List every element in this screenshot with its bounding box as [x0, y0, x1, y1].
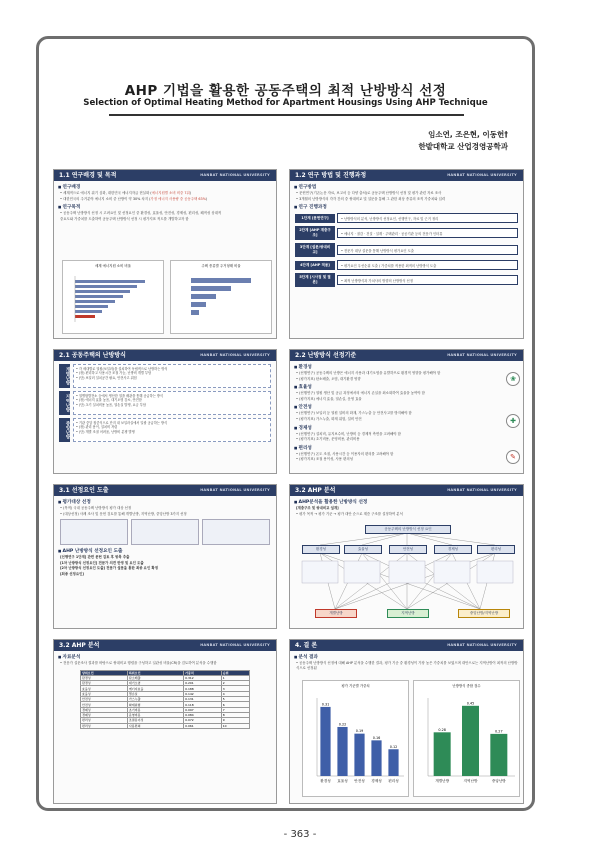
criterion-node: 편리성 [477, 545, 515, 554]
table-cell: 효율성 [81, 686, 128, 691]
case-tag: 중앙난방 [59, 418, 70, 442]
table-cell: 5 [221, 697, 249, 702]
process-step [295, 226, 518, 240]
table-cell: 0.142 [184, 691, 222, 696]
bar [75, 290, 130, 293]
table-cell: 1 [221, 675, 249, 680]
selection-flow [60, 519, 270, 545]
bar [75, 300, 115, 303]
section-title: 3.2 AHP 분석 [295, 487, 336, 494]
chart-criteria-svg [303, 688, 408, 793]
tick-label: 안전성 [354, 779, 365, 783]
criterion-title: ■ 환경성 [294, 364, 503, 370]
table-cell: 0.312 [184, 675, 222, 680]
table-cell: 0.188 [184, 686, 222, 691]
bar [320, 707, 330, 776]
table-cell: 가스누출 [127, 697, 183, 702]
table-cell: 3 [221, 686, 249, 691]
subheading: ■ 평가대상 선정 [58, 499, 276, 505]
section-3-1: 3.1 선정요인 도출 HANBAT NATIONAL UNIVERSITY ■ 평가대상 선정 • (목적) 국내 공동주택 난방방식 평가 대상 선정 • (대상선정) 사례 조사 및 문헌 검토를 통해 개별난방, 지역난방, 중앙난방 3가지 선정 ■ AHP 난방방식 선정요인 도출 [선행연구 1단계] 관련 문헌 검토 후 항목 추출 [1차 난방방식 선정요인] 전문가 의견 반영 및 요인 도출 [2차 난방방식 선정요인 도출] 전문가 설문을 통한 최종 요인 확정 [최종 선정요인] [53, 484, 277, 629]
table-row [81, 723, 250, 728]
university-tag: HANBAT NATIONAL UNIVERSITY [200, 173, 270, 177]
section-3-2: 3.2 AHP 분석 HANBAT NATIONAL UNIVERSITY ■ AHP분석을 활용한 난방방식 선정 [계층구조 및 쌍대비교 설계] • 평가 목적 → 평가 기준 → 평가 대안 순으로 계층 구조를 설정하여 분석 공동주택의 난방방식 선정 요인 환경성 효율성 안전성 경제성 편리성 개별난방 지역난방 중앙난방/지역난방 [289, 484, 524, 629]
table-cell: 화재위험 [127, 702, 183, 707]
table-cell: 0.097 [184, 707, 222, 712]
table-cell: 0.061 [184, 723, 222, 728]
author-block [418, 129, 508, 153]
title-divider [109, 114, 464, 116]
data-label: 0.45 [466, 701, 475, 706]
section-title: 3.1 선정요인 도출 [59, 487, 109, 494]
university-tag: HANBAT NATIONAL UNIVERSITY [447, 488, 517, 492]
subheading: ■ 자료분석 [58, 654, 276, 660]
chart-energy-svg [63, 268, 163, 330]
chart-total-score [413, 680, 520, 797]
bar [490, 734, 507, 776]
step-text: • 평가요인 우선순위 도출 / 가중치를 적용한 최적의 난방방식 도출 [337, 260, 518, 270]
tick-label: 지역난방 [463, 779, 478, 783]
section-1-1 [53, 169, 277, 339]
chart-title: 세계 에너지원 소비 비율 [95, 264, 131, 268]
bullet: • 문헌연구(기존논문 자료, 보고서 등 다양 출처)로 공동주택 난방방식 선정 및 평가 관련 자료 조사 [296, 191, 442, 195]
university-tag: HANBAT NATIONAL UNIVERSITY [447, 643, 517, 647]
chart-title: 난방방식 종합 점수 [452, 684, 481, 688]
bar [191, 310, 199, 315]
table-cell: 대기오염 [127, 681, 183, 686]
section-header [290, 485, 523, 496]
section-header [54, 640, 276, 651]
table-cell: 효율성 [81, 691, 128, 696]
table-cell: 8 [221, 712, 249, 717]
table-cell: 편리성 [81, 723, 128, 728]
criterion-node: 경제성 [434, 545, 472, 554]
table-cell: 에너지효율 [127, 686, 183, 691]
alternative-node: 중앙난방/지역난방 [458, 609, 510, 618]
bullet: 중요도와 가중치를 도출하여 공동주택 난방방식 선정 시 평가지표 적도를 개발하고자 함 [60, 216, 189, 221]
section-title: 3.2 AHP 분석 [59, 642, 100, 649]
tick-label: 개별난방 [435, 779, 450, 783]
data-label: 0.12 [389, 744, 398, 749]
section-header [290, 640, 523, 651]
subheading: ■ 분석 결과 [294, 654, 523, 660]
step-tag: 5단계 [시사점 및 결론] [295, 273, 335, 287]
table-cell: 탄소배출 [127, 675, 183, 680]
data-label: 0.19 [355, 729, 364, 734]
case-body: • 열병합발전소 등에서 생산한 열을 배관을 통해 공급하는 방식 • (장) 에너지 효율 높음, 대기오염 감소, 안전함 • (단) 초기 설치비용 높음, 열손실 발생, 요금 부담 [73, 391, 271, 415]
bar [462, 706, 479, 776]
table-cell: 0.131 [184, 697, 222, 702]
table-cell: 안전성 [81, 697, 128, 702]
bullet: • 대한민국의 주거분야 에너지 소비 중 난방이 약 30% 차지 (가정 에너지 사용량 중 공동주택 63%) [60, 196, 208, 201]
data-label: 0.16 [372, 735, 381, 740]
chart-housing-type [170, 260, 272, 334]
data-label: 0.31 [321, 702, 330, 707]
table-cell: 0.118 [184, 702, 222, 707]
table-cell: 편리성 [81, 718, 128, 723]
case-tag: 지역난방 [59, 391, 70, 415]
heating-case [59, 391, 271, 415]
table-cell: 운영비용 [127, 712, 183, 717]
process-step [295, 273, 518, 287]
step-tag: 3단계 [설문/쌍대비교] [295, 243, 335, 257]
university-tag: HANBAT NATIONAL UNIVERSITY [447, 353, 517, 357]
chart-criteria-weights [302, 680, 409, 797]
criterion-node: 효율성 [344, 545, 382, 554]
table-cell: 0.201 [184, 681, 222, 686]
step-text: • 에너지 · 절감 · 건설 · 설계 · 주택관리 · 공공기관 등의 전문가 인터뷰 [337, 228, 518, 238]
chart-title: 주택 종류별 주거형태 비율 [201, 264, 241, 268]
step-text: • 전문가 대상 설문을 통해 난방방식 평가요인 도출 [337, 245, 518, 255]
section-2-1 [53, 349, 277, 474]
table-cell: 환경성 [81, 681, 128, 686]
section-title: 2.1 공동주택의 난방방식 [59, 352, 126, 359]
university-tag: HANBAT NATIONAL UNIVERSITY [200, 488, 270, 492]
title-english: Selection of Optimal Heating Method for Apartment Housings Using AHP Technique [83, 98, 488, 108]
process-step [295, 213, 518, 223]
bar [354, 734, 364, 776]
bar [191, 294, 216, 299]
table-cell: 조절용이성 [127, 718, 183, 723]
bullet: • 3개월의 난방방식의 각각 간의 중 쌍대비교 및 설문을 통해 그 관한 최상 종류의 조직 가중치와 입력 [296, 196, 446, 201]
table-cell: 경제성 [81, 707, 128, 712]
process-step [295, 260, 518, 270]
tick-label: 효율성 [337, 779, 348, 783]
chart-title: 평가 기준별 가중치 [341, 684, 370, 688]
process-step [295, 243, 518, 257]
bar [191, 286, 231, 291]
case-body: • 기관 중앙 집중식으로 단지 내 보일러실에서 일괄 공급하는 방식 • (장) 관리 용이, 설치비 저렴 • (단) 개별 조절 어려움, 난방비 분쟁 발생 [73, 418, 271, 442]
bar [191, 278, 251, 283]
bar [371, 740, 381, 776]
goal-node: 공동주택의 난방방식 선정 요인 [365, 525, 451, 534]
table-cell: 환경성 [81, 675, 128, 680]
poster [36, 36, 535, 811]
bullet: • 공동주택 난방방식 선정 시 고려요인 및 선정요인 중 환경성, 효율성, 안전성, 경제성, 편리성, 쾌적성 상대적 [60, 211, 222, 216]
section-2-2 [289, 349, 524, 474]
affiliation: 한밭대학교 산업경영공학과 [418, 142, 508, 151]
section-4: 4. 결 론 HANBAT NATIONAL UNIVERSITY ■ 분석 결과 • 공동주택 난방방식 선정에 대해 AHP 분석을 수행한 결과, 평가 기준 중 환경성이 가장 높은 가중치를 보였으며 대안으로는 지역난방이 최적의 난방방식으로 선정됨 평가 기준별 가중치 환경성 0.31 효율성 0.22 안전성 0.19 경제성 0.16 편리성 0.12 난방방식 종합 점수 개별난방 0.28 지역난방 0.45 중앙난방 0.27 [289, 639, 524, 804]
step-text: • 최적 난방방식과 가치사의 방향의 난방방식 선정 [337, 275, 518, 285]
table-header: 상위요인 하위요인 가중치 순위 [81, 670, 250, 675]
tick-label: 중앙난방 [491, 779, 506, 783]
section-title: 1.1 연구배경 및 목적 [59, 172, 117, 179]
criterion-node: 환경성 [302, 545, 340, 554]
bar [434, 732, 451, 776]
tool-icon: ✎ [506, 450, 520, 464]
step-tag: 1단계 [문헌연구] [295, 214, 335, 223]
criterion-title: ■ 안전성 [294, 404, 503, 410]
ahp-hierarchy-diagram [300, 523, 515, 623]
bar [75, 280, 145, 283]
heating-case [59, 418, 271, 442]
step-tag: 4단계 [AHP 적용] [295, 261, 335, 270]
table-cell: 7 [221, 707, 249, 712]
subheading: ■ AHP 난방방식 선정요인 도출 [58, 548, 276, 554]
subheading: ■ 연구방법 [294, 184, 523, 190]
table-cell: 열손실 [127, 691, 183, 696]
subheading: ■ AHP분석을 활용한 난방방식 선정 [294, 499, 523, 505]
university-tag: HANBAT NATIONAL UNIVERSITY [200, 353, 270, 357]
table-cell: 6 [221, 702, 249, 707]
data-label: 0.22 [338, 722, 347, 727]
case-body: • 각 세대별로 열원(보일러)을 설치하여 독립적으로 난방하는 방식 • (장) 편리하고 사용시간 조절 가능, 난방비 개별 부담 • (단) 보일러 설치공간 필요, 안전사고 위험 [73, 364, 271, 388]
table-cell: 0.072 [184, 718, 222, 723]
table-cell: 사용편의 [127, 723, 183, 728]
tick-label: 편리성 [388, 779, 399, 783]
page-number: - 363 - [283, 829, 317, 840]
title-korean: AHP 기법을 활용한 공동주택의 최적 난방방식 선정 [124, 83, 447, 99]
university-tag: HANBAT NATIONAL UNIVERSITY [447, 173, 517, 177]
authors: 임소연, 조은현, 이동헌† [428, 130, 508, 139]
table-cell: 안전성 [81, 702, 128, 707]
alternative-node: 개별난방 [315, 609, 357, 618]
table-cell: 4 [221, 691, 249, 696]
bar [191, 302, 206, 307]
table-cell: 0.084 [184, 712, 222, 717]
table-cell: 초기비용 [127, 707, 183, 712]
section-header [54, 170, 276, 181]
section-title: 2.2 난방방식 선정기준 [295, 352, 357, 359]
subheading: ■ 연구배경 [58, 184, 276, 190]
bar [75, 285, 137, 288]
chart-score-svg [414, 688, 519, 793]
bar [75, 295, 123, 298]
data-label: 0.28 [438, 727, 446, 732]
data-label: 0.27 [495, 729, 503, 734]
tick-label: 경제성 [371, 779, 382, 783]
bar [337, 727, 347, 776]
case-tag: 개별난방 [59, 364, 70, 388]
table-cell: 10 [221, 723, 249, 728]
bar [388, 749, 398, 776]
bar-highlight [75, 315, 95, 318]
bar [75, 310, 102, 313]
eco-leaf-icon: ❀ [506, 372, 520, 386]
section-header [54, 350, 276, 361]
section-1-2 [289, 169, 524, 339]
alternative-node: 지역난방 [387, 609, 429, 618]
section-3-3: 3.2 AHP 분석 HANBAT NATIONAL UNIVERSITY ■ 자료분석 • 전문가 설문조사 결과를 바탕으로 쌍대비교 행렬을 구성하고 일관성 비율(CR)을 검토하여 분석을 수행함 상위요인 하위요인 가중치 순위 환경성 탄소배출 0.312 1 환경성 대기오염 0.201 2 효율성 에너지효율 0.188 3 효율성 열손실 0.142 4 안전성 가스누출 0.131 5 안전성 화재위험 0.118 6 경제성 초기비용 0.097 7 경제성 운영비용 0.084 8 편리성 조절용이성 0.072 9 편리성 사용편의 0.061 10 [53, 639, 277, 804]
criteria-list: ■ 환경성 • (선행연구) 공동주택의 난방은 에너지 사용과 대기오염을 유발하므로 환경적 영향을 평가해야 함 • (평가지표) 탄소배출, 오염, 대기환경 영향 ■ 효율성 • (선행연구) 열원 생산 및 공급 과정에서의 에너지 손실을 최소화하여 효율을 높여야 함 • (평가지표) 에너지 효율, 열손실, 운영 효율 ■ 안전성 • (선행연구) 보일러 등 열원 설비의 화재, 가스누출 등 안전사고를 방지해야 함 • (평가지표) 가스누출, 화재 위험, 설비 안전 ■ 경제성 • (선행연구) 설치비, 유지보수비, 난방비 등 경제적 측면을 고려해야 함 • (평가지표) 초기비용, 운영비용, 관리비용 ■ 편리성 • (선행연구) 온도 조절, 사용시간 등 이용자의 편의를 고려해야 함 • (평가지표) 조절 용이성, 사용 편의성 [290, 364, 523, 462]
criterion-title: ■ 편리성 [294, 445, 503, 451]
chart-housing-svg [171, 268, 271, 330]
table-cell: 경제성 [81, 712, 128, 717]
section-header [54, 485, 276, 496]
table-cell: 9 [221, 718, 249, 723]
section-header [290, 350, 523, 361]
table-cell: 2 [221, 681, 249, 686]
section-title: 4. 결 론 [295, 642, 318, 649]
heating-case [59, 364, 271, 388]
tick-label: 환경성 [320, 779, 331, 783]
plus-icon: ✚ [506, 414, 520, 428]
section-header [290, 170, 523, 181]
chart-energy-consumption [62, 260, 164, 334]
section-title: 1.2 연구 방법 및 진행과정 [295, 172, 367, 179]
step-tag: 2단계 [AHP 계층구조] [295, 226, 335, 240]
bar [75, 305, 108, 308]
university-tag: HANBAT NATIONAL UNIVERSITY [200, 643, 270, 647]
step-text: • 난방방식의 분석, 난방방식 선정요인, 선행연구, 자료 및 근거 정리 [337, 213, 518, 223]
bullet: • 세계적으로 에너지 위기 심화, 대한민국 에너지자급 현실화 (에너지원별 소비 비중 7위) [60, 191, 192, 195]
criterion-node: 안전성 [389, 545, 427, 554]
subheading: ■ 연구목적 [58, 204, 276, 210]
subheading: ■ 연구 진행과정 [294, 204, 523, 210]
criterion-title: ■ 효율성 [294, 384, 503, 390]
weights-table [80, 670, 250, 729]
criterion-title: ■ 경제성 [294, 425, 503, 431]
